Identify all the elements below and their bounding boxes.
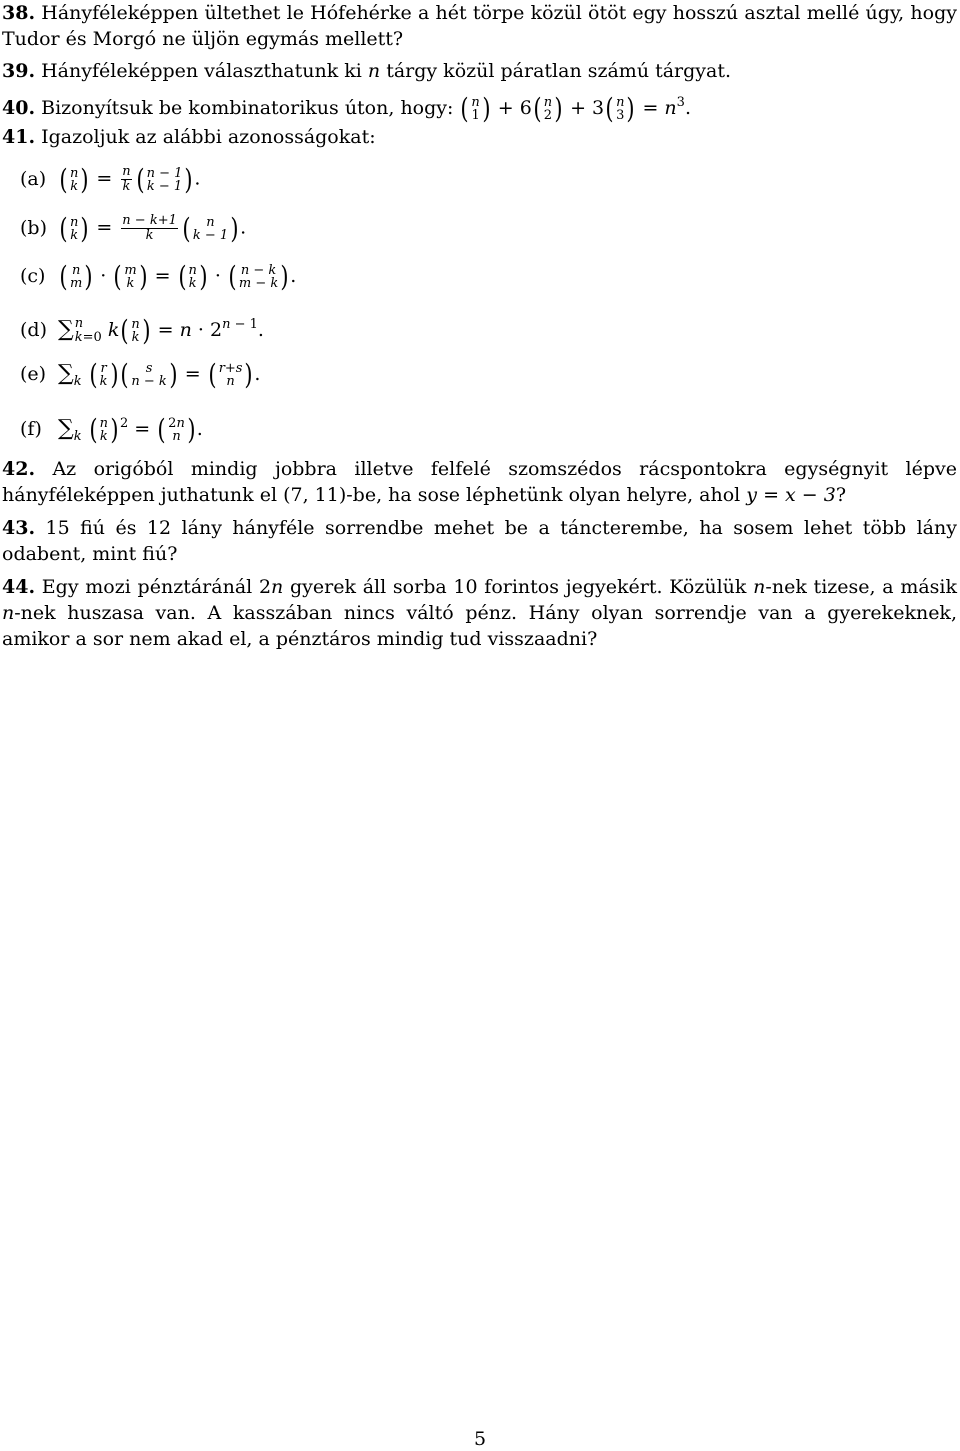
item-label: (d): [20, 319, 47, 341]
problem-40: [2, 90, 957, 123]
problem-number: 38.: [2, 2, 36, 24]
problem-text: Igazoljuk az alábbi azonosságokat:: [41, 126, 376, 148]
problem-number: 40.: [2, 97, 36, 119]
problem-43: [2, 515, 957, 567]
item-label: (a): [20, 167, 47, 190]
problem-text: 15 fiú és 12 lány hányféle sorrendbe mehet be a táncterembe, ha sosem lehet több lány odabent, mint fiú?: [2, 517, 957, 565]
problem-number: 43.: [2, 517, 36, 539]
identity-a: (a) ( n k ) = $\frac{n}{k}$ ( n − 1 k − 1 ) .: [20, 162, 201, 196]
problem-42: [2, 456, 957, 508]
problem-text: tárgy közül páratlan számú tárgyat.: [386, 60, 732, 82]
problem-text: ?: [835, 484, 847, 506]
identity-d: (d) ∑ n k=0 k ( n k ) = $n \cdot 2^{n - 1}$.: [20, 314, 264, 347]
math-var-n: n: [271, 576, 284, 598]
item-label: (b): [20, 216, 47, 239]
problem-text: -nek tizese, a másik: [765, 576, 958, 598]
item-label: (c): [20, 265, 46, 287]
problem-text: gyerek áll sorba 10 forintos jegyekért. Közülük: [290, 576, 747, 598]
math-var-n: n: [367, 60, 381, 82]
identity-c: (c) ( n m ) · ( m k ) = ( n k ) · ( n − k m − k ) .: [20, 260, 297, 293]
problem-38: [2, 0, 957, 52]
problem-number: 41.: [2, 126, 36, 148]
problem-number: 44.: [2, 576, 36, 598]
problem-39: [2, 58, 957, 84]
problem-text: -nek huszasa van. A kasszában nincs váltó pénz. Hány olyan sorrendje van a gyerekeknek, amikor a sor nem akad el, a pénztáros mindig tud visszaadni?: [2, 602, 957, 650]
page-number: 5: [473, 1428, 487, 1450]
problem-text: Egy mozi pénztáránál 2: [41, 576, 272, 598]
identity-e: (e) $\sum_k$ ( r k ) ( s n − k ) = ( r+s n ) .: [20, 358, 261, 391]
identity-b: (b) ( n k ) = $\frac{n - k+1}{k}$ ( n k − 1 ) .: [20, 211, 247, 245]
problem-text: Hányféleképpen ültethet le Hófehérke a hét törpe közül ötöt egy hosszú asztal mellé úgy, hogy Tudor és Morgó ne üljön egymás mellett?: [2, 2, 957, 50]
problem-text: Hányféleképpen választhatunk ki: [41, 60, 362, 82]
problem-44: [2, 574, 957, 652]
problem-text: Az origóból mindig jobbra illetve felfelé szomszédos rácspontokra egységnyit lépve hányféleképpen juthatunk el (7, 11)-be, ha sose léphetünk olyan helyre, ahol: [2, 458, 957, 506]
math-var-n: n: [753, 576, 766, 598]
math-var-n: n: [2, 602, 15, 624]
item-label: (f): [20, 418, 42, 440]
math-equation: y = x − 3: [746, 484, 836, 506]
identity-f: (f) $\sum_k$ ( n k ) $^2$ = ( 2n n ) .: [20, 413, 203, 446]
problem-number: 42.: [2, 458, 36, 480]
problem-text: Bizonyítsuk be kombinatorikus úton, hogy:: [41, 97, 454, 119]
problem-number: 39.: [2, 60, 36, 82]
problem-41: [2, 124, 957, 150]
identity-formula: ( n 1 ) + 6 ( n 2 ) + 3 ( n 3 ) = $n^3$.: [460, 92, 691, 125]
item-label: (e): [20, 363, 47, 385]
